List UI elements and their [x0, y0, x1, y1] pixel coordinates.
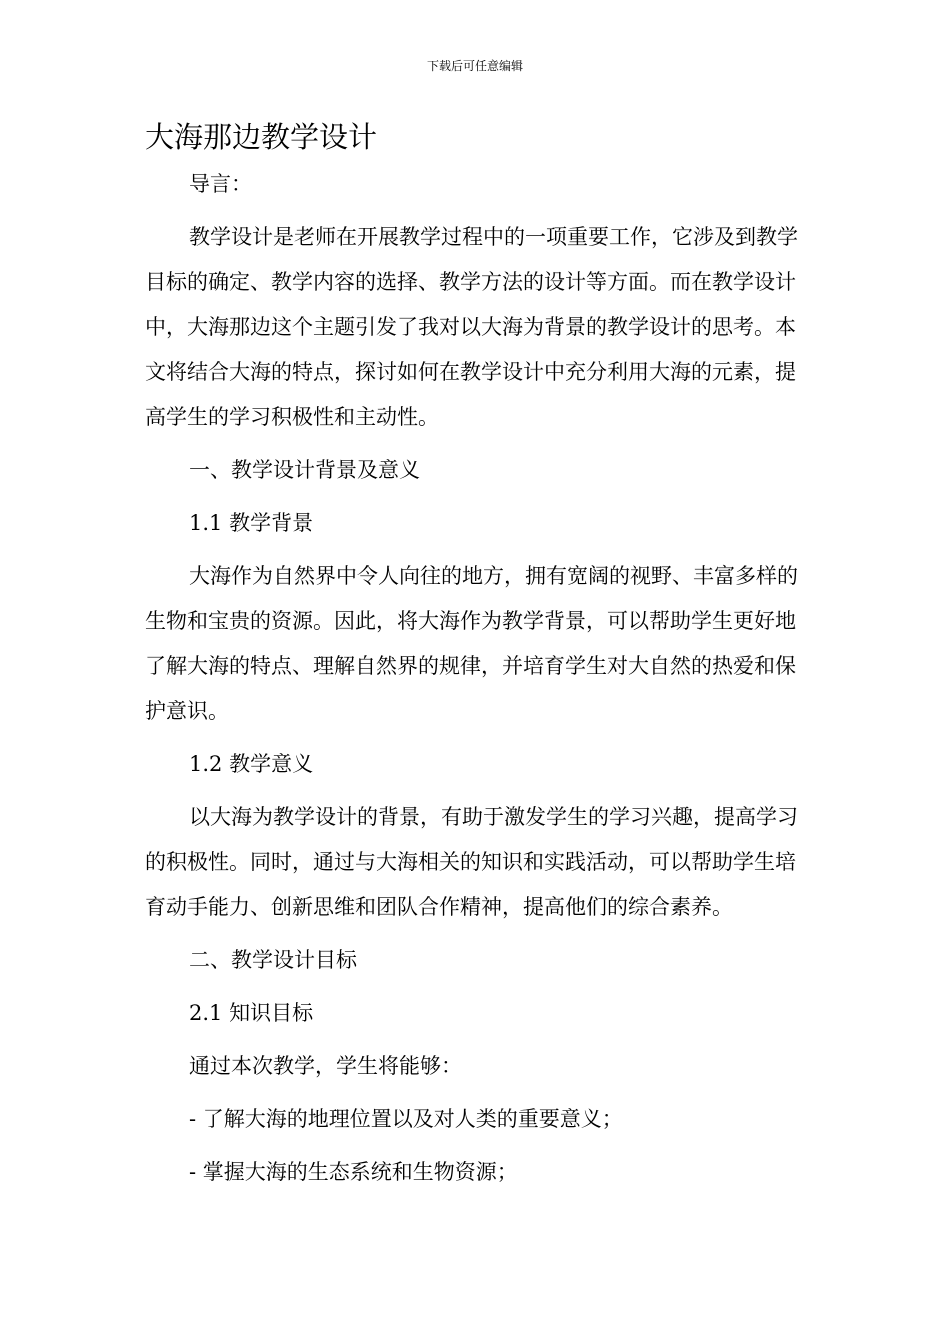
page-header-note: 下载后可任意编辑 — [426, 59, 523, 73]
document-title: 大海那边教学设计 — [145, 120, 378, 154]
subsection-2-1-heading: 2.1 知识目标 — [189, 1001, 314, 1025]
subsection-1-1-heading: 1.1 教学背景 — [189, 511, 314, 535]
goal-list-item: - 掌握大海的生态系统和生物资源； — [189, 1160, 518, 1184]
section-2-heading: 二、教学设计目标 — [189, 948, 357, 972]
document-body — [145, 162, 805, 1195]
goal-list-item: - 了解大海的地理位置以及对人类的重要意义； — [189, 1107, 623, 1131]
subsection-1-2-paragraph: 以大海为教学设计的背景，有助于激发学生的学习兴趣，提高学习的积极性。同时，通过与大海相关的知识和实践活动，可以帮助学生培育动手能力、创新思维和团队合作精神，提高他们的综合素养。 — [145, 805, 798, 919]
intro-label: 导言： — [189, 172, 252, 196]
subsection-1-1-paragraph: 大海作为自然界中令人向往的地方，拥有宽阔的视野、丰富多样的生物和宝贵的资源。因此，将大海作为教学背景，可以帮助学生更好地了解大海的特点、理解自然界的规律，并培育学生对大自然的热爱和保护意识。 — [145, 564, 798, 723]
subsection-1-2-heading: 1.2 教学意义 — [189, 752, 314, 776]
section-1-heading: 一、教学设计背景及意义 — [189, 458, 420, 482]
intro-paragraph: 教学设计是老师在开展教学过程中的一项重要工作，它涉及到教学目标的确定、教学内容的选择、教学方法的设计等方面。而在教学设计中，大海那边这个主题引发了我对以大海为背景的教学设计的思考。本文将结合大海的特点，探讨如何在教学设计中充分利用大海的元素，提高学生的学习积极性和主动性。 — [145, 225, 798, 429]
subsection-2-1-lead: 通过本次教学，学生将能够： — [189, 1054, 462, 1078]
